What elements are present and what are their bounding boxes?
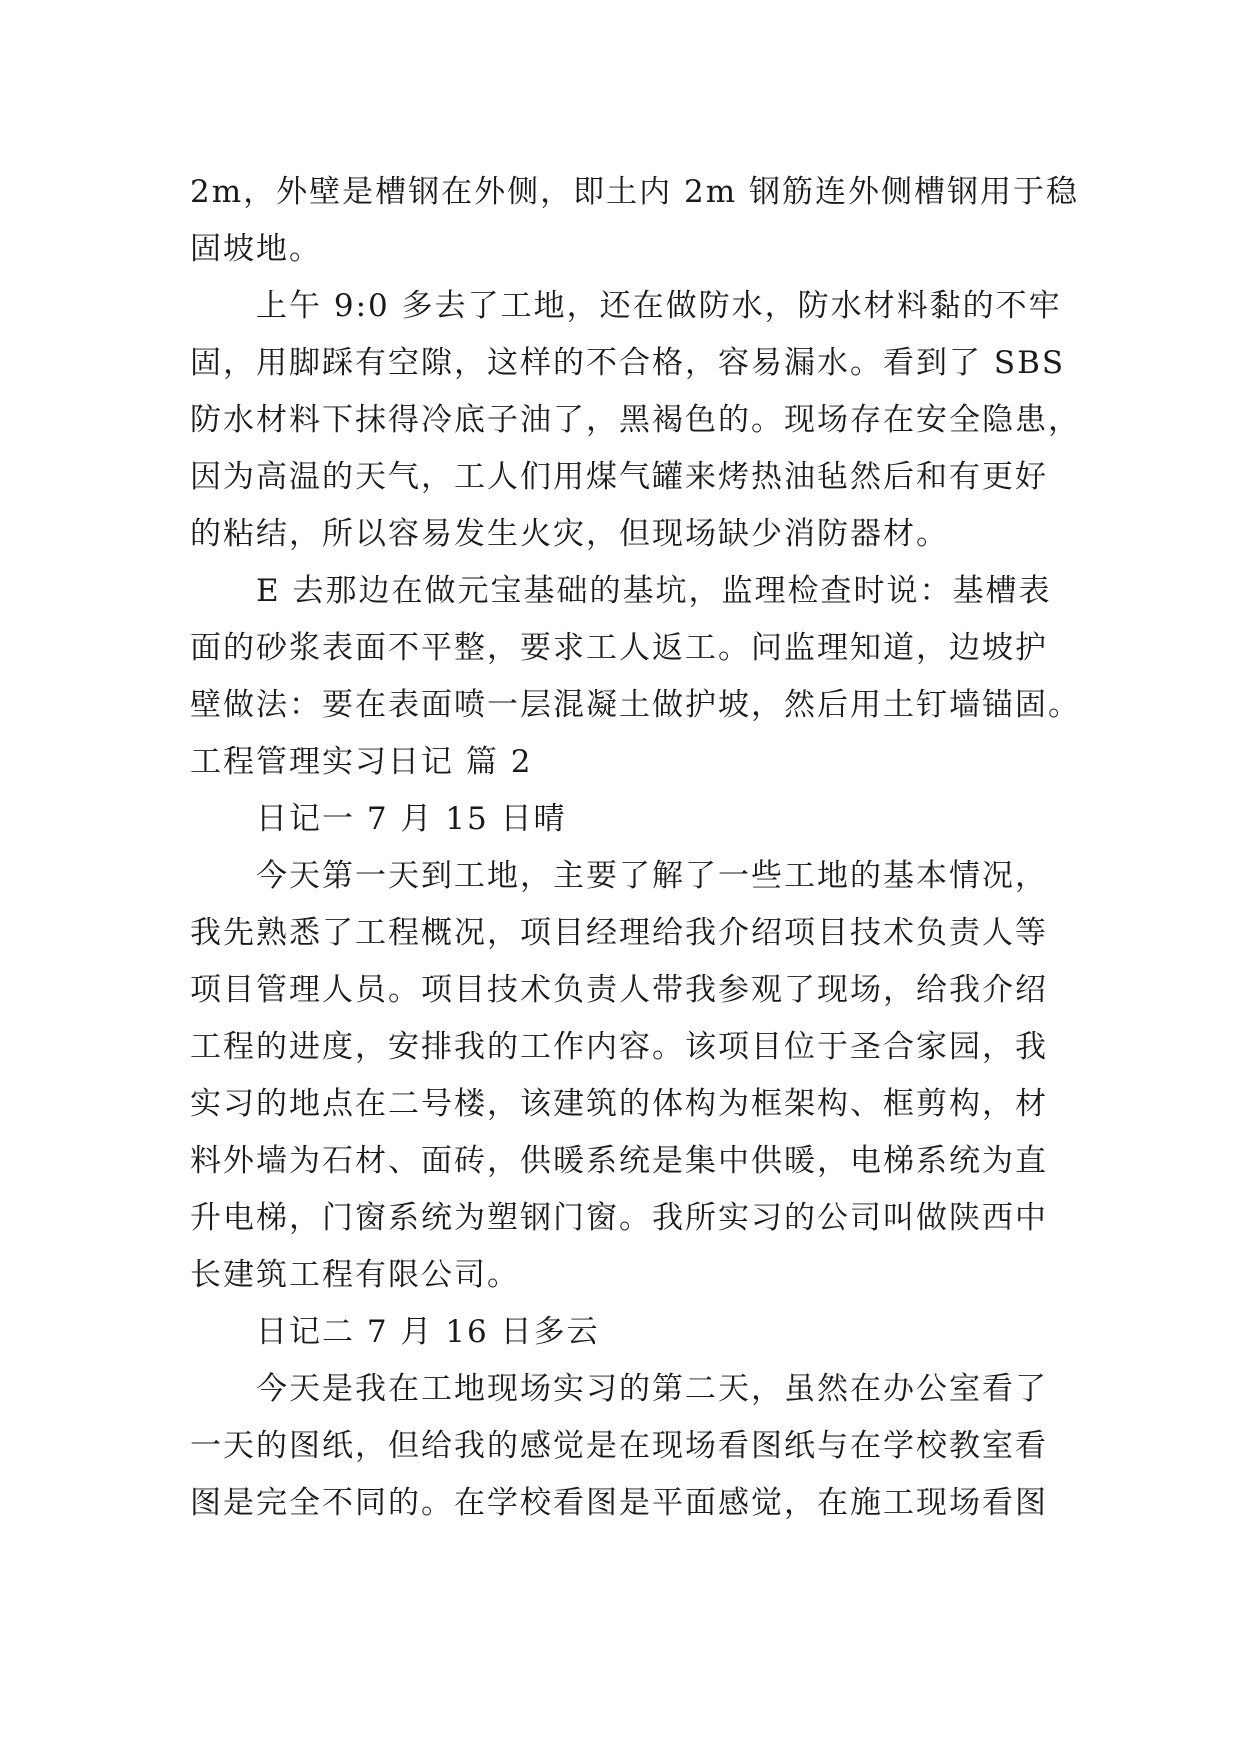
section-heading: 工程管理实习日记 篇 2 [190, 744, 533, 780]
document-body [190, 164, 1081, 1532]
paragraph-start-line: 今天第一天到工地，主要了解了一些工地的基本情况， [256, 858, 1048, 894]
text-line: 图是完全不同的。在学校看图是平面感觉，在施工现场看图 [190, 1485, 1048, 1521]
text-line: 面的砂浆表面不平整，要求工人返工。问监理知道，边坡护 [190, 630, 1048, 666]
text-line: 升电梯，门窗系统为塑钢门窗。我所实习的公司叫做陕西中 [190, 1200, 1048, 1236]
text-line: 固坡地。 [190, 231, 322, 267]
text-line: 实习的地点在二号楼，该建筑的体构为框架构、框剪构，材 [190, 1086, 1048, 1122]
text-line: 一天的图纸，但给我的感觉是在现场看图纸与在学校教室看 [190, 1428, 1048, 1464]
text-line: 防水材料下抹得冷底子油了，黑褐色的。现场存在安全隐患， [190, 402, 1081, 438]
text-line: 固，用脚踩有空隙，这样的不合格，容易漏水。看到了 SBS [190, 345, 1066, 381]
text-line: 我先熟悉了工程概况，项目经理给我介绍项目技术负责人等 [190, 915, 1048, 951]
text-line: 的粘结，所以容易发生火灾，但现场缺少消防器材。 [190, 516, 949, 552]
paragraph-start-line: E 去那边在做元宝基础的基坑，监理检查时说：基槽表 [256, 573, 1052, 609]
text-line: 因为高温的天气，工人们用煤气罐来烤热油毡然后和有更好 [190, 459, 1048, 495]
text-line: 长建筑工程有限公司。 [190, 1257, 520, 1293]
text-line: 料外墙为石材、面砖，供暖系统是集中供暖，电梯系统为直 [190, 1143, 1048, 1179]
text-line: 2m，外壁是槽钢在外侧，即土内 2m 钢筋连外侧槽钢用于稳 [190, 174, 1079, 210]
diary-entry-title: 日记二 7 月 16 日多云 [256, 1314, 600, 1350]
text-line: 工程的进度，安排我的工作内容。该项目位于圣合家园，我 [190, 1029, 1048, 1065]
diary-entry-title: 日记一 7 月 15 日晴 [256, 801, 567, 837]
text-line: 壁做法：要在表面喷一层混凝土做护坡，然后用土钉墙锚固。 [190, 687, 1081, 723]
paragraph-start-line: 上午 9:0 多去了工地，还在做防水，防水材料黏的不牢 [256, 288, 1062, 324]
text-line: 项目管理人员。项目技术负责人带我参观了现场，给我介绍 [190, 972, 1048, 1008]
paragraph-start-line: 今天是我在工地现场实习的第二天，虽然在办公室看了 [256, 1371, 1048, 1407]
